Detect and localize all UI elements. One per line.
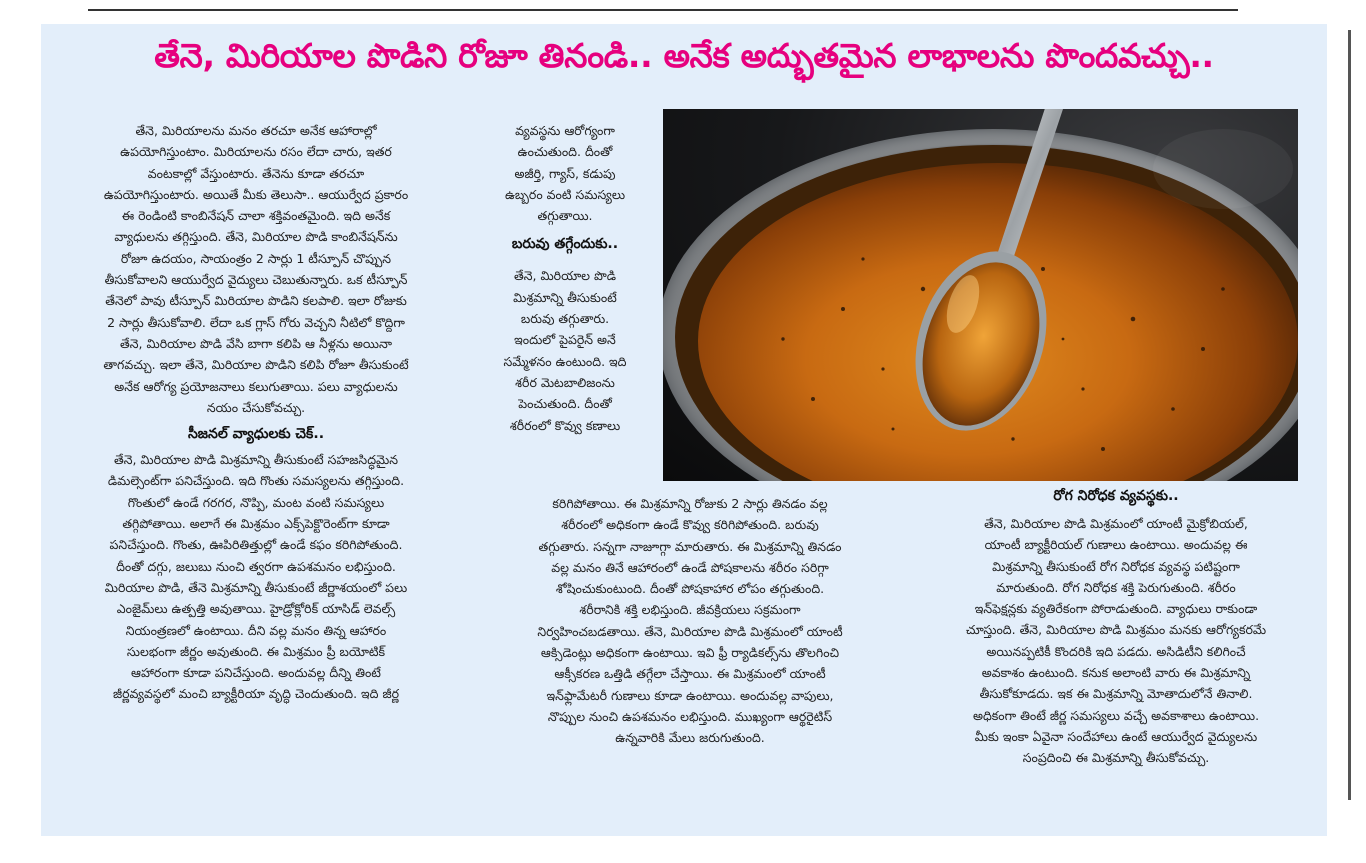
digestion-continued-paragraph: [470, 120, 660, 226]
seasonal-heading: సీజనల్ వ్యాధులకు చెక్..: [187, 426, 325, 443]
column-right: [916, 485, 1316, 769]
text-line: ఉపయోగిస్తుంటారు. అయితే మీకు తెలుసా.. ఆయుర్వేద ప్రకారం: [103, 186, 409, 202]
text-line: జీర్ణవ్యవస్థలో మంచి బ్యాక్టీరియా వృద్ధి చెందుతుంది. ఇది జీర్ణ: [113, 686, 399, 702]
text-line: పెంచుతుంది. దీంతో: [518, 396, 612, 412]
text-line: ఉంచుతుంది. దీంతో: [517, 144, 613, 160]
text-line: తగ్గిపోతాయి. అలాగే ఈ మిశ్రమం ఎక్స్‌పెక్టొరెంట్‌గా కూడా: [122, 516, 390, 532]
text-line: మిశ్రమాన్ని తీసుకుంటే: [513, 289, 617, 305]
weight-loss-paragraph: [470, 265, 660, 435]
text-line: గొంతులో ఉండే గరగర, నొప్పి, మంట వంటి సమస్యలు: [127, 494, 385, 510]
immunity-heading: రోగ నిరోధక వ్యవస్థకు..: [1053, 488, 1179, 504]
text-line: చూస్తుంది. తేనె, మిరియాల పొడి మిశ్రమం మనకు ఆరోగ్యకరమే: [965, 622, 1267, 638]
column-middle-top: [470, 120, 660, 436]
text-line: అనేక ఆరోగ్య ప్రయోజనాలు కలుగుతాయి. పలు వ్యాధులను: [114, 378, 398, 394]
text-line: శరీరానికి శక్తి లభిస్తుంది. జీవక్రియలు సక్రమంగా: [579, 602, 801, 618]
article-headline: తేనె, మిరియాల పొడిని రోజూ తినండి.. అనేక అద్భుతమైన లాభాలను పొందవచ్చు..: [154, 36, 1214, 75]
text-line: మిరియాల పొడి, తేనె మిశ్రమాన్ని తీసుకుంటే జీర్ణాశయంలో పలు: [104, 579, 408, 595]
top-rule: [88, 9, 1238, 11]
intro-paragraph: [52, 120, 460, 418]
text-line: మారుతుంది. రోగ నిరోధక శక్తి పెరుగుతుంది. శరీరం: [996, 579, 1236, 595]
text-line: ఉపయోగిస్తుంటాం. మిరియాలను రసం లేదా చారు, ఇతర: [120, 144, 392, 160]
text-line: సంప్రదించి ఈ మిశ్రమాన్ని తీసుకోవచ్చు.: [1022, 750, 1210, 766]
text-line: రోజూ ఉదయం, సాయంత్రం 2 సార్లు 1 టీస్పూన్ చొప్పున: [120, 250, 392, 266]
text-line: అవకాశం ఉంటుంది. కనుక అలాంటి వారు ఈ మిశ్రమాన్ని: [981, 665, 1251, 681]
text-line: తీసుకోకూడదు. ఇక ఈ మిశ్రమాన్ని మోతాదులోనే తినాలి.: [979, 686, 1253, 702]
text-line: 2 సార్లు తీసుకోవాలి. లేదా ఒక గ్లాస్ గోరు వెచ్చని నీటిలో కొద్దిగా: [107, 314, 405, 330]
text-line: ఎంజైమ్‌లు ఉత్పత్తి అవుతాయి. హైడ్రోక్లోరిక్ యాసిడ్ లెవల్స్: [116, 601, 396, 617]
text-line: తేనె, మిరియాల పొడి: [514, 268, 616, 284]
text-line: అజీర్తి, గ్యాస్, కడుపు: [514, 165, 616, 181]
text-line: అయినప్పటికీ కొందరికి ఇది పడదు. అసిడిటీని కలిగించే: [986, 643, 1246, 659]
text-line: వ్యవస్థను ఆరోగ్యంగా: [515, 123, 615, 138]
text-line: తేనె, మిరియాల పొడి వేసి బాగా కలిపి ఆ నీళ్లను అయినా: [120, 335, 392, 351]
text-line: సమ్మేళనం ఉంటుంది. ఇది: [503, 353, 627, 369]
immunity-paragraph: [916, 513, 1316, 769]
text-line: బరువు తగ్గుతారు.: [520, 311, 610, 327]
text-line: తేనె, మిరియాల పొడి మిశ్రమాన్ని తీసుకుంటే సహజసిద్ధమైన: [113, 452, 399, 468]
text-line: శోషించుకుంటుంది. దీంతో పోషకాహార లోపం తగ్గుతుంది.: [555, 581, 825, 597]
text-line: వ్యాధులను తగ్గిస్తుంది. తేనె, మిరియాల పొడి కాంబినేషన్‌ను: [114, 229, 398, 245]
text-line: నిర్వహించబడతాయి. తేనె, మిరియాల పొడి మిశ్రమంలో యాంటీ: [537, 623, 843, 639]
text-line: ఇన్‌ఫ్లామేటరీ గుణాలు కూడా ఉంటాయి. అందువల్ల వాపులు,: [546, 687, 834, 703]
text-line: వల్ల మనం తినే ఆహారంలో ఉండే పోషకాలను శరీరం సరిగ్గా: [551, 559, 829, 575]
text-line: నియంత్రణలో ఉంటాయి. దీని వల్ల మనం తిన్న ఆహారం: [125, 622, 387, 638]
text-line: తేనెలో పావు టీస్పూన్ మిరియాల పొడిని కలపాలి. ఇలా రోజుకు: [105, 293, 407, 309]
honey-pepper-photo: [663, 109, 1298, 481]
text-line: తేనె, మిరియాలను మనం తరచూ అనేక ఆహారాల్లో: [135, 123, 377, 138]
seasonal-paragraph: [52, 449, 460, 705]
honey-pepper-bowl-photo-icon: [663, 109, 1298, 481]
text-line: తీసుకోవాలని ఆయుర్వేద వైద్యులు చెబుతున్నారు. ఒక టీస్పూన్: [104, 272, 408, 288]
text-line: పనిచేస్తుంది. గొంతు, ఊపిరితిత్తుల్లో ఉండే కఫం కరిగిపోతుంది.: [109, 537, 403, 553]
text-line: అధికంగా తింటే జీర్ణ సమస్యలు వచ్చే అవకాశాలు ఉంటాయి.: [972, 707, 1260, 723]
weight-loss-heading: బరువు తగ్గేందుకు..: [511, 236, 619, 253]
text-line: తగ్గుతారు. సన్నగా నాజూగ్గా మారుతారు. ఈ మిశ్రమాన్ని తినడం: [538, 538, 842, 554]
text-line: మీకు ఇంకా ఏవైనా సందేహాలు ఉంటే ఆయుర్వేద వైద్యులను: [974, 728, 1258, 744]
text-line: మిశ్రమాన్ని తీసుకుంటే రోగ నిరోధక వ్యవస్థ పటిష్టంగా: [992, 558, 1240, 574]
text-line: ఆక్సీకరణ ఒత్తిడి తగ్గేలా చేస్తాయి. ఈ మిశ్రమంలో యాంటీ: [554, 666, 826, 682]
text-line: కరిగిపోతాయి. ఈ మిశ్రమాన్ని రోజుకు 2 సార్లు తినడం వల్ల: [552, 496, 828, 511]
column-middle-bottom: [470, 493, 910, 749]
text-line: ఆహారంగా కూడా పనిచేస్తుంది. అందువల్ల దీన్ని తింటే: [131, 665, 381, 681]
text-line: సులభంగా జీర్ణం అవుతుంది. ఈ మిశ్రమం ప్రీ బయోటిక్: [126, 643, 386, 659]
column-left: [52, 120, 460, 705]
text-line: వంటకాల్లో వేస్తుంటారు. తేనెను కూడా తరచూ: [147, 165, 365, 181]
text-line: తాగవచ్చు. ఇలా తేనె, మిరియాల పొడిని కలిపి రోజూ తీసుకుంటే: [103, 357, 409, 373]
text-line: శరీరంలో కొవ్వు కణాలు: [509, 417, 621, 433]
text-line: శరీరంలో అధికంగా ఉండే కొవ్వు కరిగిపోతుంది. బరువు: [561, 517, 819, 533]
text-line: ఇందులో పైపరైన్ అనే: [514, 332, 616, 348]
text-line: ఈ రెండింటి కాంబినేషన్ చాలా శక్తివంతమైంది. ఇది అనేక: [121, 208, 391, 224]
page-edge-bar: [1348, 30, 1351, 800]
text-line: ఇన్‌ఫెక్షన్లకు వ్యతిరేకంగా పోరాడుతుంది. వ్యాధులు రాకుండా: [974, 601, 1258, 617]
weight-loss-continued-paragraph: [470, 493, 910, 749]
text-line: నొప్పుల నుంచి ఉపశమనం లభిస్తుంది. ముఖ్యంగా ఆర్థరైటిస్: [547, 708, 833, 724]
text-line: తగ్గుతాయి.: [537, 208, 593, 224]
text-line: యాంటీ బ్యాక్టీరియల్ గుణాలు ఉంటాయి. అందువల్ల ఈ: [984, 537, 1248, 553]
text-line: తేనె, మిరియాల పొడి మిశ్రమంలో యాంటీ మైక్రోబియల్,: [984, 516, 1248, 531]
text-line: ఉన్నవారికి మేలు జరుగుతుంది.: [615, 730, 765, 746]
text-line: ఉబ్బరం వంటి సమస్యలు: [504, 186, 626, 202]
text-line: ఆక్సిడెంట్లు అధికంగా ఉంటాయి. ఇవి ఫ్రీ ర్యాడికల్స్‌ను తొలగించి: [540, 645, 840, 661]
text-line: డిమల్సెంట్‌గా పనిచేస్తుంది. ఇది గొంతు సమస్యలను తగ్గిస్తుంది.: [107, 473, 405, 489]
text-line: దీంతో దగ్గు, జలుబు నుంచి త్వరగా ఉపశమనం లభిస్తుంది.: [116, 558, 396, 574]
text-line: శరీర మెటబాలిజంను: [515, 374, 615, 390]
text-line: నయం చేసుకోవచ్చు.: [206, 399, 306, 415]
